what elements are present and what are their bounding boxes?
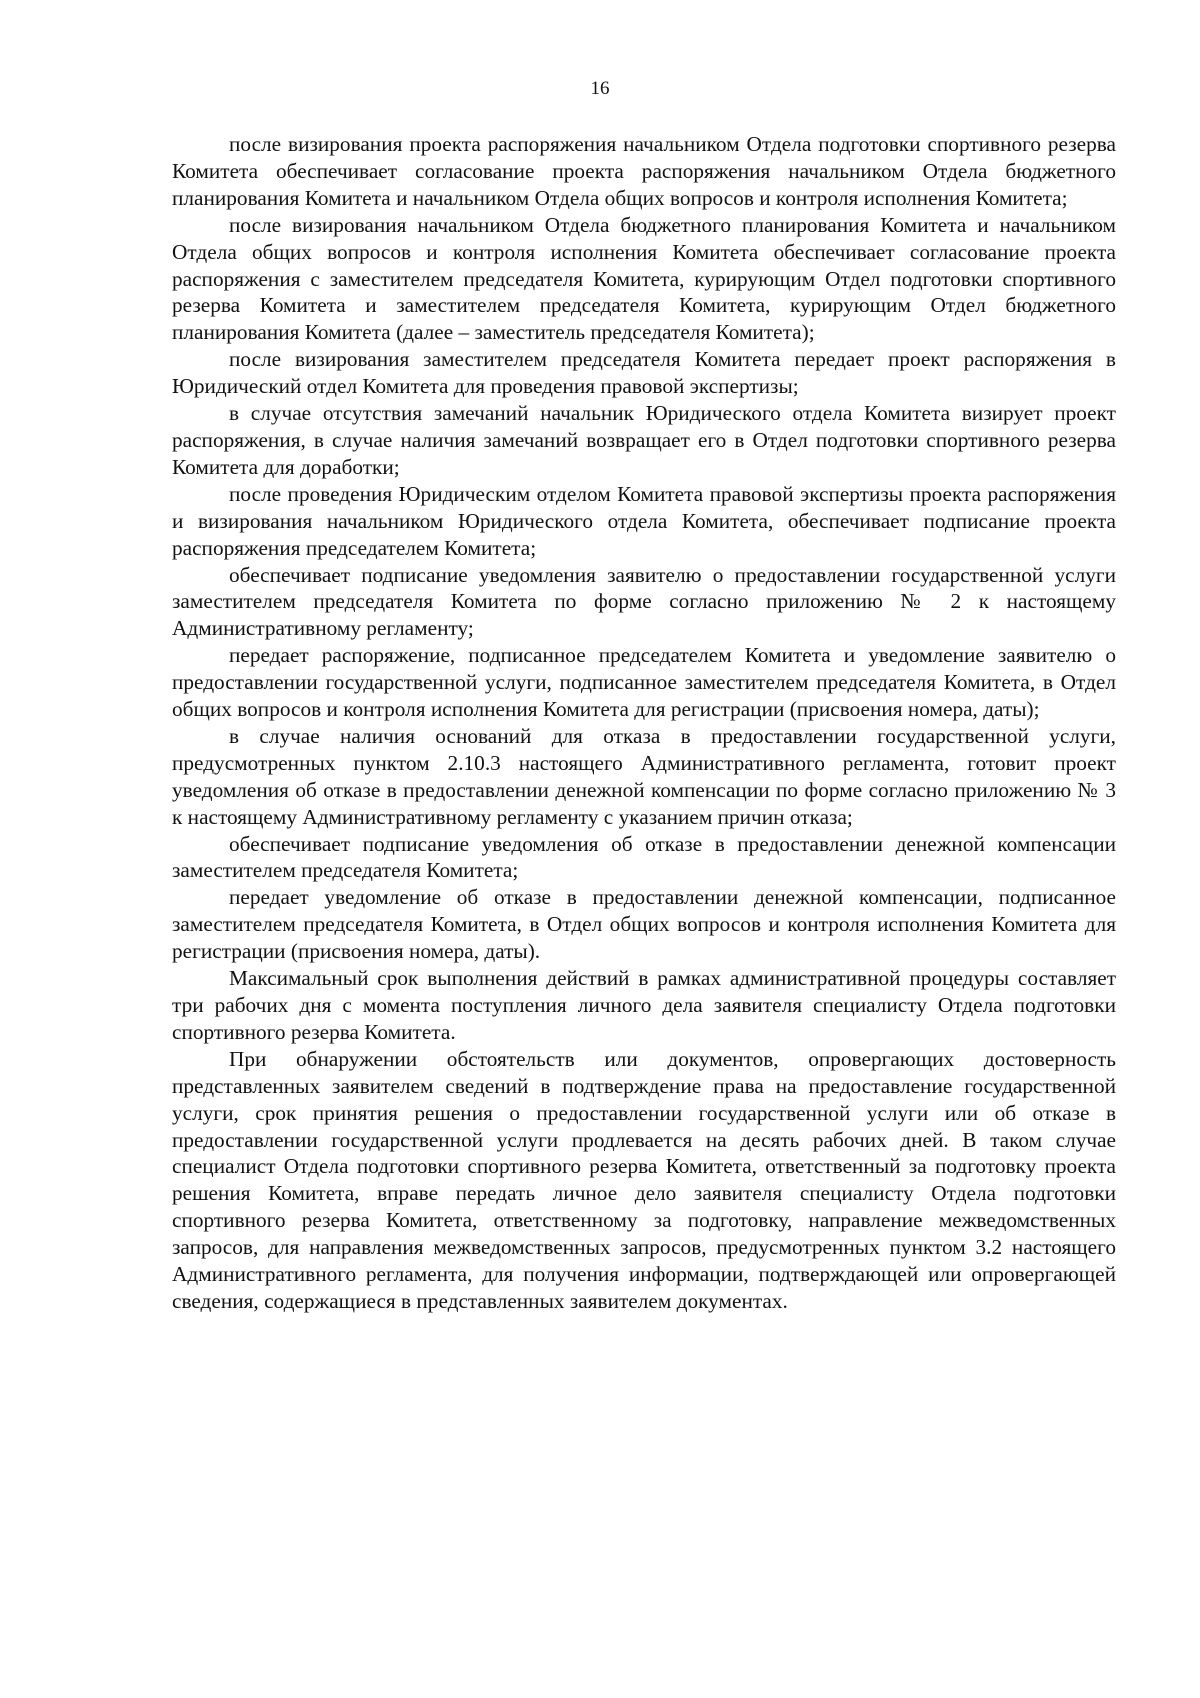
paragraph: При обнаружении обстоятельств или документов, опровергающих достоверность представленных заявителем сведений в подтверждение права на предоставление государственной услуги, срок принятия решения о предоставлении государственной услуги или об отказе в предоставлении государственной услуги продлевается на десять рабочих дней. В таком случае специалист Отдела подготовки спортивного резерва Комитета, ответственный за подготовку проекта решения Комитета, вправе передать личное дело заявителя специалисту Отдела подготовки спортивного резерва Комитета, ответственному за подготовку, направление межведомственных запросов, для направления межведомственных запросов, предусмотренных пунктом 3.2 настоящего Административного регламента, для получения информации, подтверждающей или опровергающей сведения, содержащиеся в представленных заявителем документах. <box>172 1046 1116 1313</box>
paragraph: в случае отсутствия замечаний начальник Юридического отдела Комитета визирует проект распоряжения, в случае наличия замечаний возвращает его в Отдел подготовки спортивного резерва Комитета для доработки; <box>172 401 1116 479</box>
paragraph: после визирования заместителем председателя Комитета передает проект распоряжения в Юридический отдел Комитета для проведения правовой экспертизы; <box>172 347 1116 399</box>
paragraph: после проведения Юридическим отделом Комитета правовой экспертизы проекта распоряжения и визирования начальником Юридического отдела Комитета, обеспечивает подписание проекта распоряжения председателем Комитета; <box>172 481 1116 560</box>
paragraph: после визирования начальником Отдела бюджетного планирования Комитета и начальником Отдела общих вопросов и контроля исполнения Комитета обеспечивает согласование проекта распоряжения с заместителем председателя Комитета, курирующим Отдел подготовки спортивного резерва Комитета и заместителем председателя Комитета, курирующим Отдел бюджетного планирования Комитета (далее – заместитель председателя Комитета); <box>172 212 1116 345</box>
paragraph: обеспечивает подписание уведомления об отказе в предоставлении денежной компенсации заместителем председателя Комитета; <box>172 831 1116 883</box>
paragraph: обеспечивает подписание уведомления заявителю о предоставлении государственной услуги заместителем председателя Комитета по форме согласно приложению № 2 к настоящему Административному регламенту; <box>172 562 1116 641</box>
paragraph: после визирования проекта распоряжения начальником Отдела подготовки спортивного резерва Комитета обеспечивает согласование проекта распоряжения начальником Отдела бюджетного планирования Комитета и начальником Отдела общих вопросов и контроля исполнения Комитета; <box>172 132 1116 210</box>
paragraph: в случае наличия оснований для отказа в предоставлении государственной услуги, предусмотренных пунктом 2.10.3 настоящего Административного регламента, готовит проект уведомления об отказе в предоставлении денежной компенсации по форме согласно приложению № 3 к настоящему Административному регламенту с указанием причин отказа; <box>172 723 1116 829</box>
paragraph: Максимальный срок выполнения действий в рамках административной процедуры составляет три рабочих дня с момента поступления личного дела заявителя специалисту Отдела подготовки спортивного резерва Комитета. <box>172 966 1116 1044</box>
page-number: 16 <box>590 78 610 99</box>
paragraph: передает уведомление об отказе в предоставлении денежной компенсации, подписанное заместителем председателя Комитета, в Отдел общих вопросов и контроля исполнения Комитета для регистрации (присвоения номера, даты). <box>172 885 1116 964</box>
body-text <box>172 131 1116 1315</box>
paragraph: передает распоряжение, подписанное председателем Комитета и уведомление заявителю о предоставлении государственной услуги, подписанное заместителем председателя Комитета, в Отдел общих вопросов и контроля исполнения Комитета для регистрации (присвоения номера, даты); <box>172 643 1116 722</box>
